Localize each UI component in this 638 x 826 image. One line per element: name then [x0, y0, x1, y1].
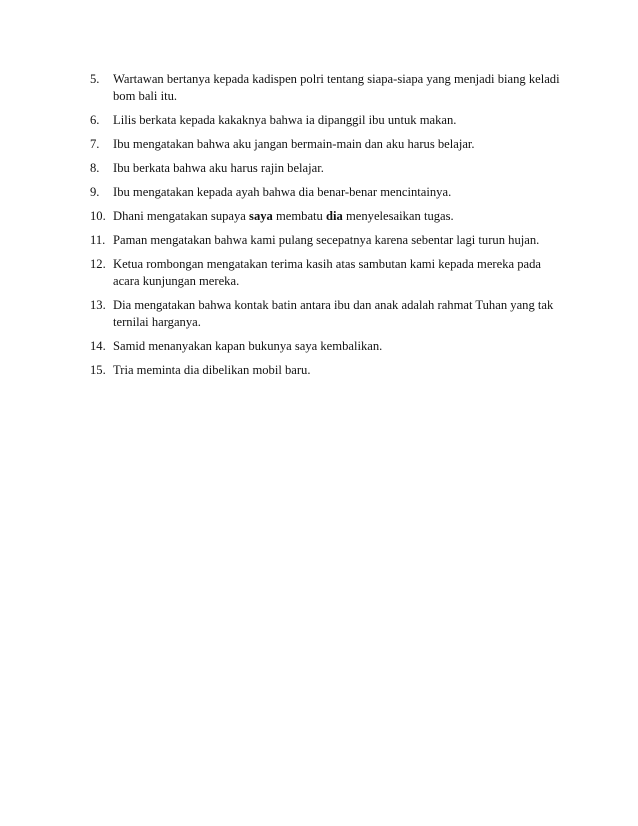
- list-item-5: [90, 71, 570, 105]
- item-text: Tria meminta dia dibelikan mobil baru.: [113, 363, 311, 377]
- item-number: 15.: [90, 363, 106, 377]
- item-text: Lilis berkata kepada kakaknya bahwa ia dipanggil ibu untuk makan.: [113, 113, 457, 127]
- item-text: Ibu mengatakan kepada ayah bahwa dia benar-benar mencintainya.: [113, 185, 452, 199]
- text-segment: menyelesaikan tugas.: [342, 209, 454, 223]
- bold-word: dia: [326, 209, 343, 223]
- list-item-7: [90, 136, 570, 153]
- item-text: Ketua rombongan mengatakan terima kasih atas sambutan kami kepada mereka pada acara kunjungan mereka.: [113, 257, 542, 288]
- item-number: 10.: [90, 209, 106, 223]
- item-text: Dia mengatakan bahwa kontak batin antara ibu dan anak adalah rahmat Tuhan yang tak ternilai harganya.: [113, 298, 554, 329]
- list-item-9: [90, 184, 570, 201]
- item-number: 13.: [90, 298, 106, 312]
- text-segment: Dhani mengatakan supaya: [113, 209, 250, 223]
- list-item-10: [90, 208, 570, 225]
- item-text: Paman mengatakan bahwa kami pulang secepatnya karena sebentar lagi turun hujan.: [113, 233, 540, 247]
- list-item-6: [90, 112, 570, 129]
- item-text: Samid menanyakan kapan bukunya saya kembalikan.: [113, 339, 383, 353]
- item-text: Ibu berkata bahwa aku harus rajin belajar.: [113, 161, 324, 175]
- item-text: Ibu mengatakan bahwa aku jangan bermain-main dan aku harus belajar.: [113, 137, 475, 151]
- item-number: 7.: [90, 137, 100, 151]
- list-item-14: [90, 338, 570, 355]
- list-item-13: [90, 297, 570, 331]
- bold-word: saya: [249, 209, 273, 223]
- sentence-list: [90, 71, 570, 386]
- item-text: [113, 208, 570, 225]
- item-number: 11.: [90, 233, 106, 247]
- list-item-8: [90, 160, 570, 177]
- item-text: Wartawan bertanya kepada kadispen polri tentang siapa-siapa yang menjadi biang keladi bom bali itu.: [113, 72, 560, 103]
- item-number: 5.: [90, 72, 100, 86]
- item-number: 6.: [90, 113, 100, 127]
- item-number: 8.: [90, 161, 100, 175]
- list-item-12: [90, 256, 570, 290]
- item-number: 14.: [90, 339, 106, 353]
- list-item-15: [90, 362, 570, 379]
- list-item-11: [90, 232, 570, 249]
- item-number: 9.: [90, 185, 100, 199]
- item-number: 12.: [90, 257, 106, 271]
- text-segment: membatu: [272, 209, 327, 223]
